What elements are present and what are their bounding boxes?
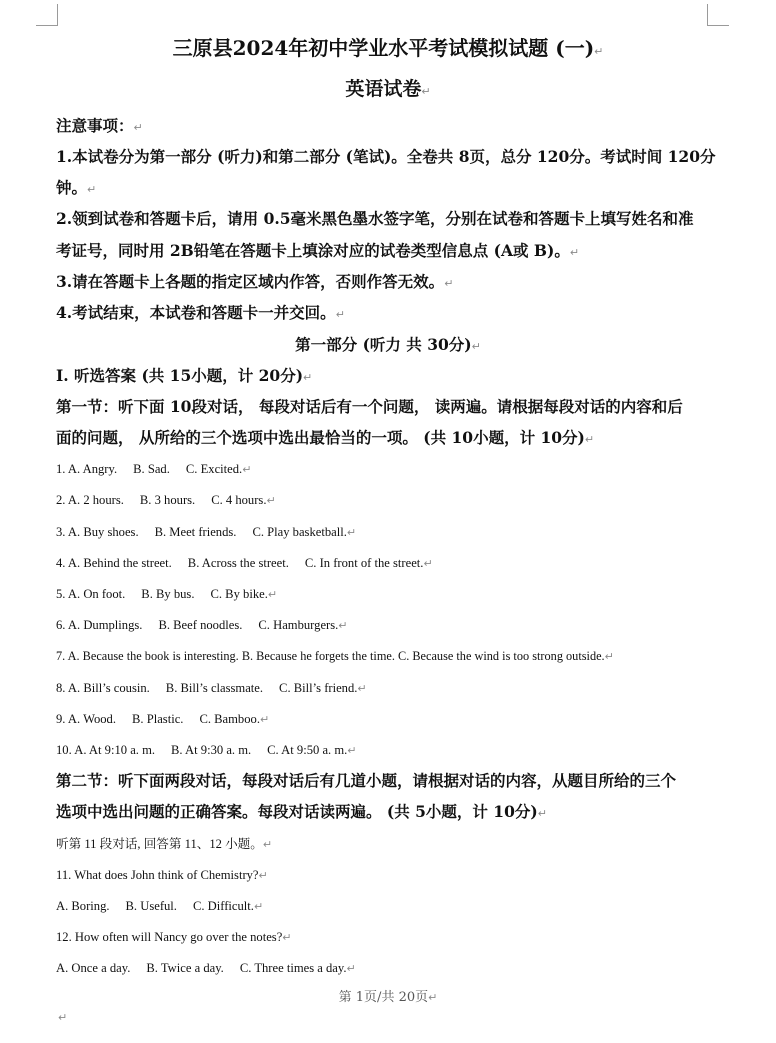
question-9: 9. A. Wood. B. Plastic. C. Bamboo.↵ xyxy=(56,712,270,726)
crop-mark-top-right-vertical xyxy=(707,4,708,26)
question-12-options: A. Once a day. B. Twice a day. C. Three times a day.↵ xyxy=(56,961,356,975)
page-subtitle: 英语试卷↵ xyxy=(345,78,431,100)
question-11-options: A. Boring. B. Useful. C. Difficult.↵ xyxy=(56,899,264,913)
crop-mark-top-right-horizontal xyxy=(707,25,729,26)
dialogue-11-note: 听第 11 段对话, 回答第 11、12 小题。↵ xyxy=(56,837,273,851)
question-1: 1. A. Angry. B. Sad. C. Excited.↵ xyxy=(56,462,252,476)
notice-1-line-2: 钟。↵ xyxy=(56,178,97,197)
page-title: 三原县2024年初中学业水平考试模拟试题 (一)↵ xyxy=(172,36,604,60)
page-footer: 第 1页/共 20页↵ xyxy=(338,990,438,1005)
question-3: 3. A. Buy shoes. B. Meet friends. C. Play basketball.↵ xyxy=(56,525,357,539)
section1-instructions-line-1: 第一节：听下面 10段对话， 每段对话后有一个问题， 读两遍。请根据每段对话的内容和后 xyxy=(56,397,683,416)
question-6: 6. A. Dumplings. B. Beef noodles. C. Hamburgers.↵ xyxy=(56,618,348,632)
notice-3: 3.请在答题卡上各题的指定区域内作答，否则作答无效。↵ xyxy=(56,272,454,291)
notice-2-line-1: 2.领到试卷和答题卡后，请用 0.5毫米黑色墨水签字笔，分别在试卷和答题卡上填写姓名和准 xyxy=(56,209,694,228)
notice-2-line-2: 考证号，同时用 2B铅笔在答题卡上填涂对应的试卷类型信息点 (A或 B)。↵ xyxy=(56,241,580,260)
notice-1-line-1: 1.本试卷分为第一部分 (听力)和第二部分 (笔试)。全卷共 8页，总分 120分。考试时间 120分 xyxy=(56,147,716,166)
question-11-stem: 11. What does John think of Chemistry?↵ xyxy=(56,868,268,882)
question-8: 8. A. Bill’s cousin. B. Bill’s classmate. C. Bill’s friend.↵ xyxy=(56,681,367,695)
question-7: 7. A. Because the book is interesting. B. Because he forgets the time. C. Because the wind is too strong outside.↵ xyxy=(56,649,614,663)
section1-heading: I. 听选答案 (共 15小题，计 20分)↵ xyxy=(56,366,313,385)
question-10: 10. A. At 9:10 a. m. B. At 9:30 a. m. C. At 9:50 a. m.↵ xyxy=(56,743,357,757)
question-12-stem: 12. How often will Nancy go over the notes?↵ xyxy=(56,930,292,944)
notice-4: 4.考试结束，本试卷和答题卡一并交回。↵ xyxy=(56,303,345,322)
crop-mark-top-left-horizontal xyxy=(36,25,58,26)
section2-instructions-line-1: 第二节：听下面两段对话，每段对话后有几道小题，请根据对话的内容，从题目所给的三个 xyxy=(56,771,677,790)
question-5: 5. A. On foot. B. By bus. C. By bike.↵ xyxy=(56,587,278,601)
question-4: 4. A. Behind the street. B. Across the street. C. In front of the street.↵ xyxy=(56,556,433,570)
question-2: 2. A. 2 hours. B. 3 hours. C. 4 hours.↵ xyxy=(56,493,276,507)
notice-heading: 注意事项：↵ xyxy=(56,116,143,135)
section2-instructions-line-2: 选项中选出问题的正确答案。每段对话读两遍。 (共 5小题，计 10分)↵ xyxy=(56,802,547,821)
crop-mark-top-left-vertical xyxy=(57,4,58,26)
trailing-paragraph-mark: ↵ xyxy=(58,1011,68,1024)
part1-heading: 第一部分 (听力 共 30分)↵ xyxy=(295,335,481,354)
section1-instructions-line-2: 面的问题， 从所给的三个选项中选出最恰当的一项。 (共 10小题，计 10分)↵ xyxy=(56,428,595,447)
